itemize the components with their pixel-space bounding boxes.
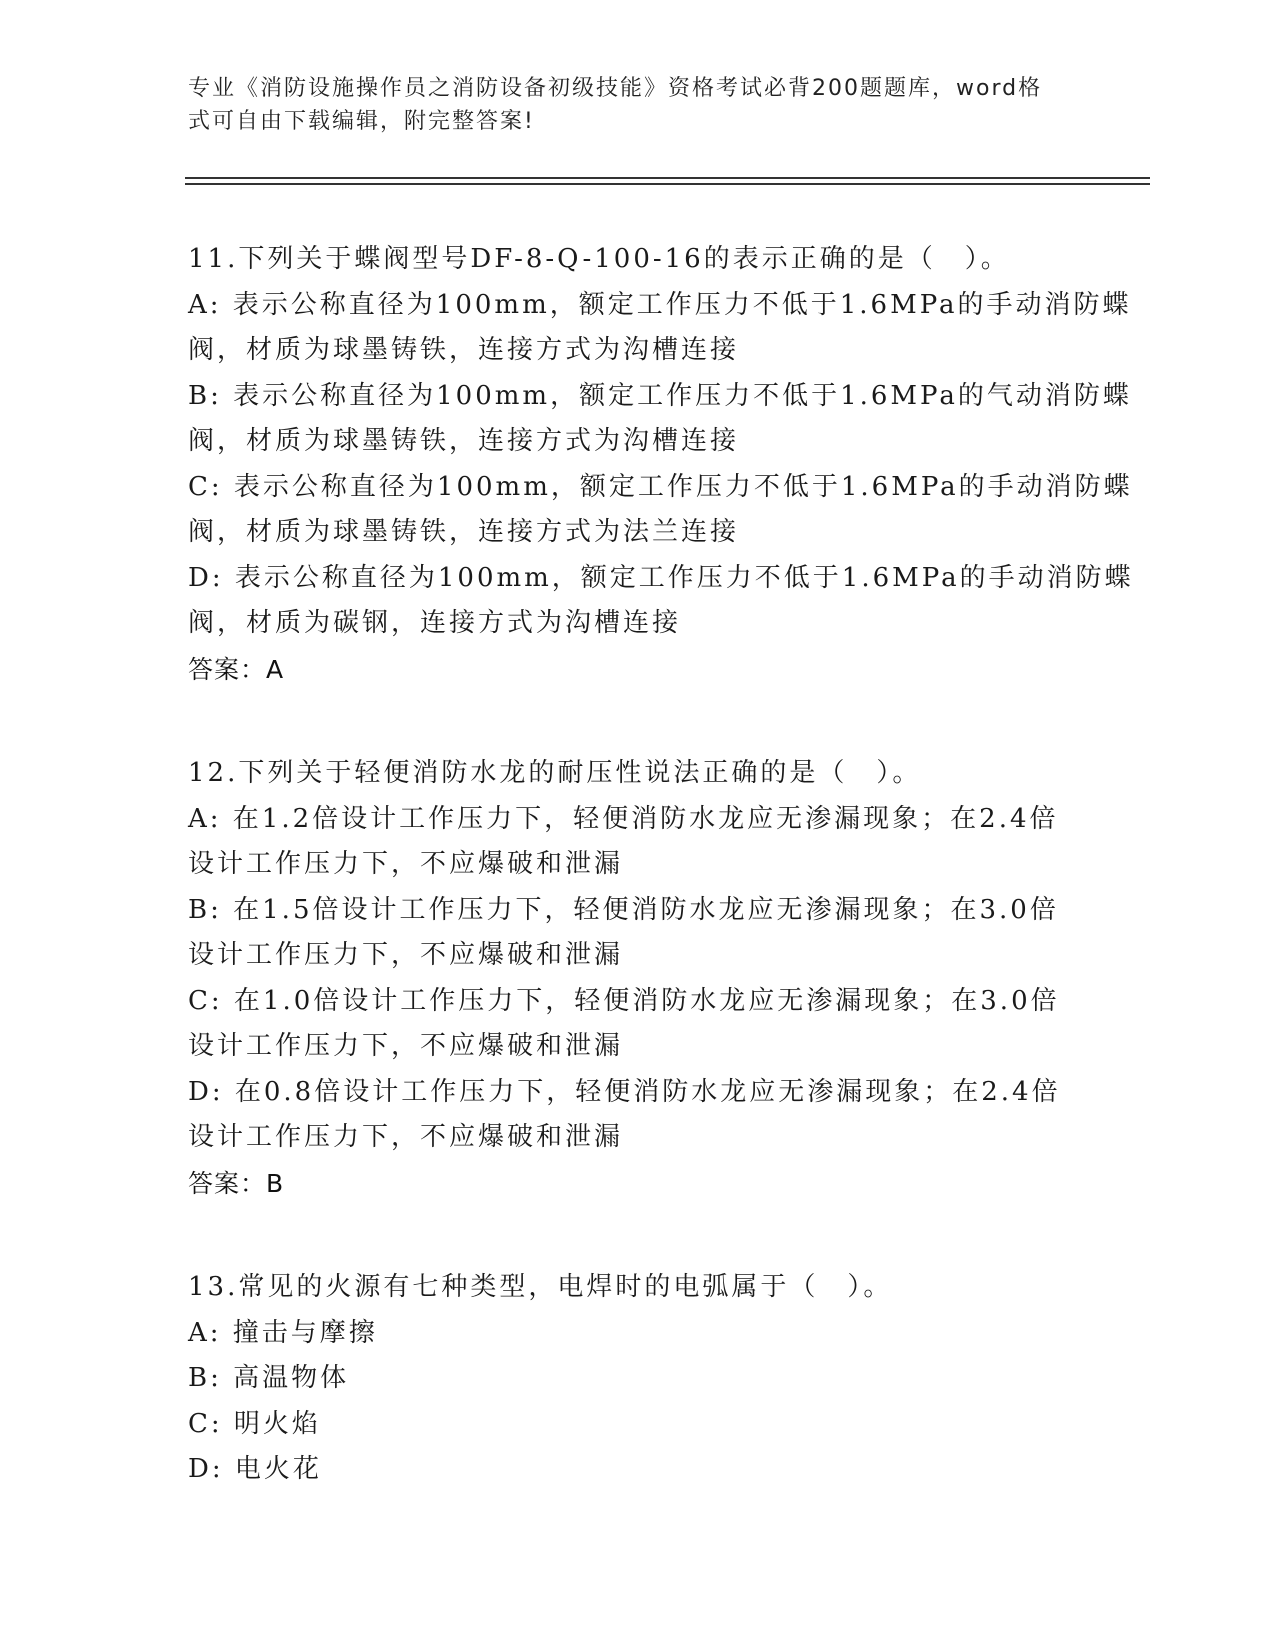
question-stem: 12.下列关于轻便消防水龙的耐压性说法正确的是（ ）。 [188,758,922,788]
option-b: B: 高温物体 [188,1363,350,1393]
header-divider-top [185,177,1150,179]
question-stem: 13.常见的火源有七种类型，电焊时的电弧属于（ ）。 [188,1272,893,1302]
option-d-continued: 设计工作压力下，不应爆破和泄漏 [188,1122,624,1152]
option-c: C: 在1.0倍设计工作压力下，轻便消防水龙应无渗漏现象；在3.0倍 [188,985,1060,1016]
option-b-continued: 设计工作压力下，不应爆破和泄漏 [188,940,624,970]
question-13 [188,1265,1088,1493]
option-c: C: 表示公称直径为100mm，额定工作压力不低于1.6MPa的手动消防蝶 [188,471,1133,502]
header-line: 式可自由下载编辑，附完整答案! [188,109,535,134]
question-11 [188,237,1134,692]
question-stem: 11.下列关于蝶阀型号DF-8-Q-100-16的表示正确的是（ ）。 [188,244,1010,274]
option-d-continued: 阀，材质为碳钢，连接方式为沟槽连接 [188,608,682,638]
option-a: A: 撞击与摩擦 [188,1317,378,1348]
option-b: B: 在1.5倍设计工作压力下，轻便消防水龙应无渗漏现象；在3.0倍 [188,894,1059,925]
header-line: 专业《消防设施操作员之消防设备初级技能》资格考试必背200题题库，word格 [188,76,1043,101]
option-d: D: 表示公称直径为100mm，额定工作压力不低于1.6MPa的手动消防蝶 [188,562,1134,593]
document-header [188,72,1068,138]
option-c-continued: 设计工作压力下，不应爆破和泄漏 [188,1031,624,1061]
answer-line: 答案：B [188,1168,285,1198]
header-divider-bottom [185,183,1150,185]
option-a-continued: 阀，材质为球墨铸铁，连接方式为沟槽连接 [188,335,740,365]
question-list [188,237,1134,1552]
option-a: A: 在1.2倍设计工作压力下，轻便消防水龙应无渗漏现象；在2.4倍 [188,803,1059,834]
question-12 [188,751,1088,1206]
option-d: D: 在0.8倍设计工作压力下，轻便消防水龙应无渗漏现象；在2.4倍 [188,1076,1061,1107]
option-a-continued: 设计工作压力下，不应爆破和泄漏 [188,849,624,879]
answer-line: 答案：A [188,654,285,684]
option-d: D: 电火花 [188,1454,322,1484]
option-c: C: 明火焰 [188,1408,321,1439]
option-a: A: 表示公称直径为100mm，额定工作压力不低于1.6MPa的手动消防蝶 [188,289,1132,320]
option-c-continued: 阀，材质为球墨铸铁，连接方式为法兰连接 [188,517,740,547]
option-b: B: 表示公称直径为100mm，额定工作压力不低于1.6MPa的气动消防蝶 [188,380,1132,411]
option-b-continued: 阀，材质为球墨铸铁，连接方式为沟槽连接 [188,426,740,456]
